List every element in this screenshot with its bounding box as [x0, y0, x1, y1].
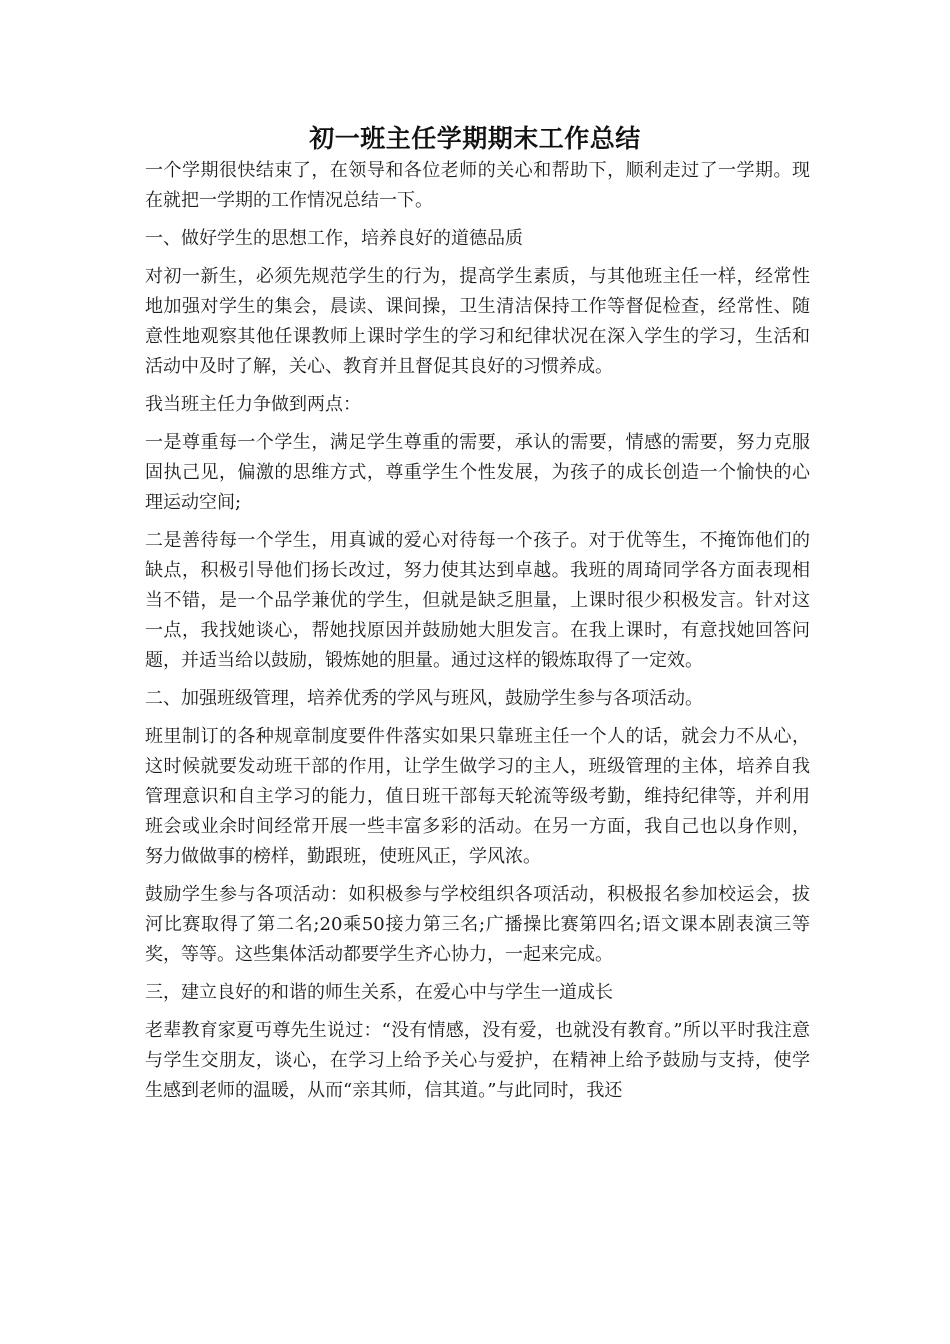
body-paragraph: 老辈教育家夏丏尊先生说过：“没有情感，没有爱，也就没有教育。”所以平时我注意与学生交朋友，谈心，在学习上给予关心与爱护，在精神上给予鼓励与支持，使学生感到老师的温暖，从而“亲其师，信其道。”与此同时，我还 — [145, 1020, 810, 1101]
body-paragraph: 我当班主任力争做到两点： — [145, 394, 361, 415]
body-paragraph: 对初一新生，必须先规范学生的行为，提高学生素质，与其他班主任一样，经常性地加强对学生的集会，晨读、课间操，卫生清洁保持工作等督促检查，经常性、随意性地观察其他任课教师上课时学生的学习和纪律状况在深入学生的学习，生活和活动中及时了解，关心、教育并且督促其良好的习惯养成。 — [145, 266, 810, 377]
section-heading-1: 一、做好学生的思想工作，培养良好的道德品质 — [145, 228, 523, 249]
section-heading-2: 二、加强班级管理，培养优秀的学风与班风，鼓励学生参与各项活动。 — [145, 688, 703, 709]
intro-paragraph: 一个学期很快结束了，在领导和各位老师的关心和帮助下，顺利走过了一学期。现在就把一学期的工作情况总结一下。 — [145, 160, 810, 211]
document-title: 初一班主任学期期末工作总结 — [309, 124, 641, 153]
body-paragraph: 鼓励学生参与各项活动：如积极参与学校组织各项活动，积极报名参加校运会，拔河比赛取得了第二名;20乘50接力第三名;广播操比赛第四名;语文课本剧表演三等奖，等等。这些集体活动都要学生齐心协力，一起来完成。 — [145, 884, 810, 965]
body-paragraph: 二是善待每一个学生，用真诚的爱心对待每一个孩子。对于优等生，不掩饰他们的缺点，积极引导他们扬长改过，努力使其达到卓越。我班的周琦同学各方面表现相当不错，是一个品学兼优的学生，但就是缺乏胆量，上课时很少积极发言。针对这一点，我找她谈心，帮她找原因并鼓励她大胆发言。在我上课时，有意找她回答问题，并适当给以鼓励，锻炼她的胆量。通过这样的锻炼取得了一定效。 — [145, 530, 810, 671]
body-paragraph: 班里制订的各种规章制度要件件落实如果只靠班主任一个人的话，就会力不从心，这时候就要发动班干部的作用，让学生做学习的主人，班级管理的主体，培养自我管理意识和自主学习的能力，值日班干部每天轮流等级考勤，维持纪律等，并利用班会或业余时间经常开展一些丰富多彩的活动。在另一方面，我自己也以身作则，努力做做事的榜样，勤跟班，使班风正，学风浓。 — [145, 726, 810, 867]
document-body — [145, 156, 810, 1114]
body-paragraph: 一是尊重每一个学生，满足学生尊重的需要，承认的需要，情感的需要，努力克服固执己见，偏激的思维方式，尊重学生个性发展，为孩子的成长创造一个愉快的心理运动空间; — [145, 432, 810, 513]
section-heading-3: 三，建立良好的和谐的师生关系，在爱心中与学生一道成长 — [145, 982, 613, 1003]
